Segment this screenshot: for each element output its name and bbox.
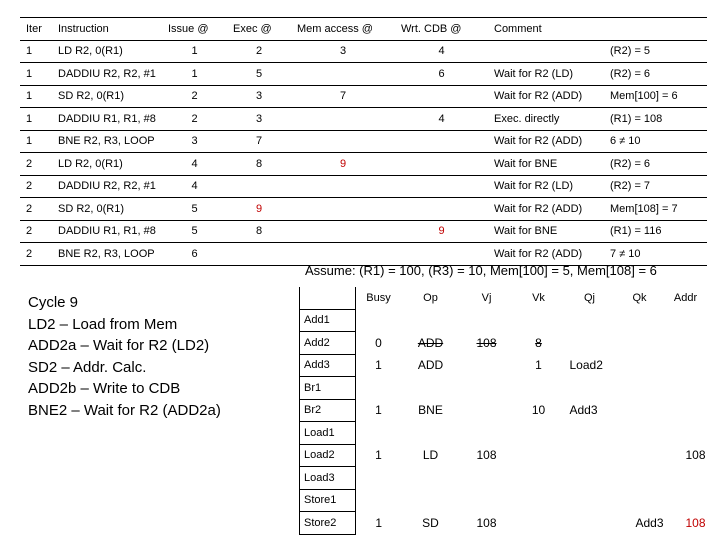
reservation-station-table [299, 287, 708, 535]
header-comment: Comment [488, 18, 604, 41]
rs-busy-cell [356, 422, 402, 445]
rs-addr-cell [664, 467, 708, 490]
exec-cell [227, 243, 291, 266]
note-cell: (R2) = 6 [604, 153, 707, 176]
wrt-cdb-cell [395, 243, 488, 266]
rs-row [300, 354, 708, 377]
issue-cell: 5 [162, 198, 227, 221]
rs-qk-cell [616, 489, 664, 512]
instruction-cell: DADDIU R2, R2, #1 [52, 175, 162, 198]
header-note [604, 18, 707, 41]
cycle-notes [28, 292, 221, 421]
note-line: ADD2a – Wait for R2 (LD2) [28, 337, 210, 354]
rs-addr-cell [664, 399, 708, 422]
issue-cell: 2 [162, 85, 227, 108]
instruction-cell: DADDIU R1, R1, #8 [52, 108, 162, 131]
note-line: LD2 – Load from Mem [28, 315, 178, 333]
note-cell: (R1) = 108 [604, 108, 707, 131]
table-row [20, 243, 707, 266]
table-row [20, 40, 707, 63]
wrt-cdb-cell [395, 198, 488, 221]
rs-vj-cell [460, 399, 514, 422]
header-wrt-cdb: Wrt. CDB @ [395, 18, 488, 41]
rs-op-cell [402, 309, 460, 332]
iter-cell: 1 [20, 130, 52, 153]
rs-addr-cell [664, 489, 708, 512]
rs-vj-cell [460, 467, 514, 490]
iter-cell: 2 [20, 175, 52, 198]
wrt-cdb-cell [395, 153, 488, 176]
rs-op-cell: ADD [417, 335, 444, 350]
instruction-cell: LD R2, 0(R1) [52, 153, 162, 176]
rs-vk-cell [514, 377, 564, 400]
comment-cell: Wait for R2 (ADD) [488, 198, 604, 221]
rs-busy-cell [356, 489, 402, 512]
rs-station-name: Add2 [300, 332, 356, 355]
rs-qj-cell [564, 444, 616, 467]
exec-cell: 8 [227, 153, 291, 176]
rs-vk-cell [514, 467, 564, 490]
rs-busy-cell [356, 377, 402, 400]
rs-qk-cell [616, 332, 664, 355]
rs-station-name: Load1 [300, 422, 356, 445]
rs-busy-cell: 1 [375, 358, 382, 373]
rs-row [300, 377, 708, 400]
instruction-cell: SD R2, 0(R1) [52, 85, 162, 108]
rs-qj-cell [564, 512, 616, 535]
rs-qk-cell [616, 377, 664, 400]
instruction-cell: LD R2, 0(R1) [52, 40, 162, 63]
table-row [20, 175, 707, 198]
rs-header-qj: Qj [584, 292, 595, 304]
table-row [20, 85, 707, 108]
mem-access-cell: 9 [291, 153, 395, 176]
mem-access-cell [291, 198, 395, 221]
rs-qj-cell [564, 467, 616, 490]
rs-op-cell: BNE [418, 403, 443, 418]
header-instruction: Instruction [52, 18, 162, 41]
rs-station-name: Store2 [300, 512, 356, 535]
note-cell: (R2) = 5 [604, 40, 707, 63]
rs-vj-cell [460, 422, 514, 445]
mem-access-cell: 7 [291, 85, 395, 108]
rs-op-cell: LD [422, 448, 439, 463]
iter-cell: 1 [20, 40, 52, 63]
rs-busy-cell [356, 309, 402, 332]
rs-qk-cell [616, 467, 664, 490]
rs-header-op: Op [423, 292, 438, 304]
rs-station-name: Add1 [300, 309, 356, 332]
header-mem-access: Mem access @ [291, 18, 395, 41]
rs-addr-cell [664, 309, 708, 332]
rs-header-vk: Vk [532, 292, 545, 304]
exec-cell: 9 [227, 198, 291, 221]
rs-vk-cell [514, 309, 564, 332]
rs-header-vj: Vj [481, 292, 492, 304]
rs-header-row [300, 287, 708, 309]
rs-op-cell [402, 467, 460, 490]
rs-qj-cell [564, 309, 616, 332]
mem-access-cell [291, 243, 395, 266]
rs-vk-cell [514, 444, 564, 467]
note-line: ADD2b – Write to CDB [28, 380, 181, 397]
rs-station-name: Load3 [300, 467, 356, 490]
header-exec: Exec @ [227, 18, 291, 41]
rs-vj-cell [460, 354, 514, 377]
comment-cell: Wait for R2 (LD) [488, 175, 604, 198]
issue-cell: 4 [162, 175, 227, 198]
wrt-cdb-cell: 4 [395, 108, 488, 131]
header-iter: Iter [20, 18, 52, 41]
comment-cell: Exec. directly [488, 108, 604, 131]
comment-cell: Wait for R2 (ADD) [488, 85, 604, 108]
assumption-text: Assume: (R1) = 100, (R3) = 10, Mem[100] = 5, Mem[108] = 6 [305, 263, 657, 278]
instruction-cell: SD R2, 0(R1) [52, 198, 162, 221]
wrt-cdb-cell [395, 175, 488, 198]
rs-header-name [300, 287, 356, 309]
mem-access-cell [291, 130, 395, 153]
instruction-cell: BNE R2, R3, LOOP [52, 243, 162, 266]
rs-qj-cell: Add3 [569, 403, 598, 418]
rs-vj-cell: 108 [476, 515, 497, 530]
mem-access-cell [291, 220, 395, 243]
rs-row [300, 332, 708, 355]
comment-cell: Wait for BNE [488, 220, 604, 243]
iter-cell: 2 [20, 198, 52, 221]
instruction-cell: DADDIU R1, R1, #8 [52, 220, 162, 243]
rs-row [300, 489, 708, 512]
rs-op-cell [402, 422, 460, 445]
rs-busy-cell: 1 [375, 515, 383, 530]
exec-cell: 8 [227, 220, 291, 243]
issue-cell: 5 [162, 220, 227, 243]
iter-cell: 1 [20, 108, 52, 131]
issue-cell: 1 [162, 63, 227, 86]
instruction-status-table [20, 17, 707, 266]
rs-station-name: Br2 [300, 399, 356, 422]
rs-header-addr: Addr [673, 292, 698, 304]
rs-vk-cell: 1 [535, 358, 542, 373]
comment-cell: Wait for R2 (ADD) [488, 130, 604, 153]
iter-cell: 1 [20, 85, 52, 108]
instruction-cell: BNE R2, R3, LOOP [52, 130, 162, 153]
rs-row [300, 399, 708, 422]
comment-cell: Wait for R2 (ADD) [488, 243, 604, 266]
note-cell: (R2) = 6 [604, 63, 707, 86]
rs-op-cell [402, 489, 460, 512]
rs-addr-cell [664, 332, 708, 355]
wrt-cdb-cell: 6 [395, 63, 488, 86]
rs-vj-cell [460, 377, 514, 400]
mem-access-cell [291, 108, 395, 131]
rs-vj-cell [460, 309, 514, 332]
note-line: SD2 – Addr. Calc. [28, 358, 147, 376]
table-row [20, 63, 707, 86]
note-line: BNE2 – Wait for R2 (ADD2a) [28, 401, 221, 419]
table-row [20, 198, 707, 221]
rs-vj-cell: 108 [476, 335, 497, 350]
iter-cell: 1 [20, 63, 52, 86]
rs-qj-cell [564, 422, 616, 445]
rs-vk-cell: 10 [531, 403, 546, 418]
table-header-row [20, 18, 707, 41]
iter-cell: 2 [20, 220, 52, 243]
rs-busy-cell: 1 [375, 448, 382, 463]
exec-cell: 3 [227, 108, 291, 131]
rs-vk-cell [514, 512, 564, 535]
mem-access-cell: 3 [291, 40, 395, 63]
note-cell: Mem[108] = 7 [604, 198, 707, 221]
note-cell: 7 ≠ 10 [604, 243, 707, 266]
table-row [20, 130, 707, 153]
rs-op-cell: SD [422, 515, 439, 530]
wrt-cdb-cell [395, 130, 488, 153]
iter-cell: 2 [20, 243, 52, 266]
iter-cell: 2 [20, 153, 52, 176]
wrt-cdb-cell: 4 [395, 40, 488, 63]
rs-station-name: Load2 [300, 444, 356, 467]
rs-qk-cell [616, 422, 664, 445]
exec-cell: 5 [227, 63, 291, 86]
rs-qk-cell: Add3 [635, 515, 664, 530]
rs-row [300, 422, 708, 445]
instruction-cell: DADDIU R2, R2, #1 [52, 63, 162, 86]
rs-qk-cell [616, 399, 664, 422]
exec-cell: 2 [227, 40, 291, 63]
rs-row [300, 512, 708, 535]
rs-busy-cell: 1 [375, 403, 382, 418]
issue-cell: 4 [162, 153, 227, 176]
issue-cell: 2 [162, 108, 227, 131]
rs-qk-cell [616, 444, 664, 467]
rs-vk-cell [514, 422, 564, 445]
table-row [20, 108, 707, 131]
rs-addr-cell [664, 422, 708, 445]
rs-qj-cell [564, 377, 616, 400]
rs-station-name: Br1 [300, 377, 356, 400]
rs-row [300, 309, 708, 332]
rs-busy-cell: 0 [375, 335, 382, 350]
rs-vk-cell: 8 [535, 335, 542, 350]
rs-op-cell [402, 377, 460, 400]
note-cell: (R2) = 7 [604, 175, 707, 198]
exec-cell: 3 [227, 85, 291, 108]
rs-station-name: Store1 [300, 489, 356, 512]
rs-vj-cell [460, 489, 514, 512]
wrt-cdb-cell: 9 [395, 220, 488, 243]
rs-addr-cell [664, 377, 708, 400]
rs-row [300, 467, 708, 490]
note-cell: 6 ≠ 10 [604, 130, 707, 153]
table-row [20, 220, 707, 243]
rs-header-qk: Qk [632, 292, 647, 304]
exec-cell: 7 [227, 130, 291, 153]
rs-row [300, 444, 708, 467]
note-cell: (R1) = 116 [604, 220, 707, 243]
issue-cell: 6 [162, 243, 227, 266]
rs-qj-cell [564, 332, 616, 355]
issue-cell: 1 [162, 40, 227, 63]
mem-access-cell [291, 175, 395, 198]
comment-cell: Wait for BNE [488, 153, 604, 176]
rs-qj-cell [564, 489, 616, 512]
rs-vj-cell: 108 [476, 448, 497, 463]
rs-qk-cell [616, 354, 664, 377]
rs-qk-cell [616, 309, 664, 332]
note-line: Cycle 9 [28, 294, 79, 311]
rs-op-cell: ADD [417, 358, 444, 373]
rs-busy-cell [356, 467, 402, 490]
table-row [20, 153, 707, 176]
note-cell: Mem[100] = 6 [604, 85, 707, 108]
rs-addr-cell: 108 [685, 515, 706, 530]
mem-access-cell [291, 63, 395, 86]
wrt-cdb-cell [395, 85, 488, 108]
rs-addr-cell: 108 [685, 448, 706, 463]
rs-vk-cell [514, 489, 564, 512]
rs-addr-cell [664, 354, 708, 377]
comment-cell [488, 40, 604, 63]
header-issue: Issue @ [162, 18, 227, 41]
comment-cell: Wait for R2 (LD) [488, 63, 604, 86]
rs-qj-cell: Load2 [569, 358, 603, 373]
issue-cell: 3 [162, 130, 227, 153]
rs-header-busy: Busy [366, 292, 391, 304]
exec-cell [227, 175, 291, 198]
rs-station-name: Add3 [300, 354, 356, 377]
